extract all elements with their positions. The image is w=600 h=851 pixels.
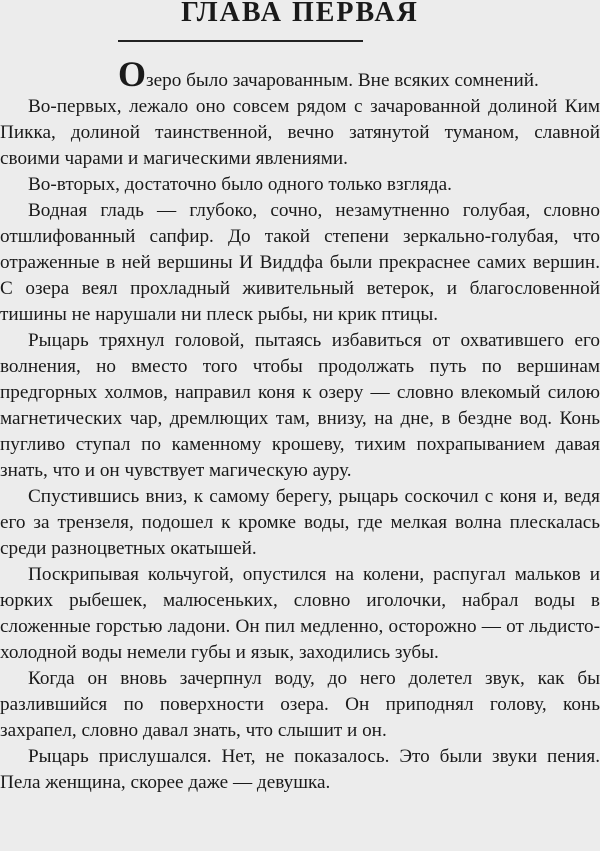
body-text <box>0 54 600 796</box>
chapter-title: ГЛАВА ПЕРВАЯ <box>181 0 419 28</box>
paragraph-9: Рыцарь прислушался. Нет, не показалось. Это были звуки пения. Пела женщина, скорее даже — девушка. <box>0 746 600 793</box>
paragraph-2: Во-первых, лежало оно совсем рядом с зачарованной долиной Ким Пикка, долиной таинственной, вечно затянутой туманом, славной своими чарами и магическими явлениями. <box>0 96 600 169</box>
paragraph-6: Спустившись вниз, к самому берегу, рыцарь соскочил с коня и, ведя его за трензеля, подошел к кромке воды, где мелкая волна плескалась среди разноцветных окатышей. <box>0 486 600 559</box>
paragraph-1-text: зеро было зачарованным. Вне всяких сомнений. <box>146 70 539 91</box>
paragraph-8: Когда он вновь зачерпнул воду, до него долетел звук, как бы разлившийся по поверхности озера. Он приподнял голову, конь захрапел, словно давал знать, что слышит и он. <box>0 668 600 741</box>
paragraph-5: Рыцарь тряхнул головой, пытаясь избавиться от охватившего его волнения, но вместо того чтобы продолжать путь по вершинам предгорных холмов, направил коня к озеру — словно влекомый силою магнетических чар, дремлющих там, внизу, на дне, в бездне вод. Конь пугливо ступал по каменному крошеву, тихим похрапыванием давая знать, что и он чувствует магическую ауру. <box>0 330 600 481</box>
paragraph-1 <box>0 54 600 94</box>
title-underline <box>118 40 363 42</box>
drop-cap: О <box>118 54 147 94</box>
paragraph-4: Водная гладь — глубоко, сочно, незамутненно голубая, словно отшлифованный сапфир. До такой степени зеркально-голубая, что отраженные в ней вершины И Виддфа были прекраснее самих вершин. С озера веял прохладный живительный ветерок, и благословенной тишины не нарушали ни плеск рыбы, ни крик птицы. <box>0 200 600 325</box>
paragraph-7: Поскрипывая кольчугой, опустился на колени, распугал мальков и юрких рыбешек, малюсеньких, словно иголочки, набрал воды в сложенные горстью ладони. Он пил медленно, осторожно — от льдисто-холодной воды немели губы и язык, заходились зубы. <box>0 564 600 663</box>
paragraph-3: Во-вторых, достаточно было одного только взгляда. <box>28 174 452 195</box>
